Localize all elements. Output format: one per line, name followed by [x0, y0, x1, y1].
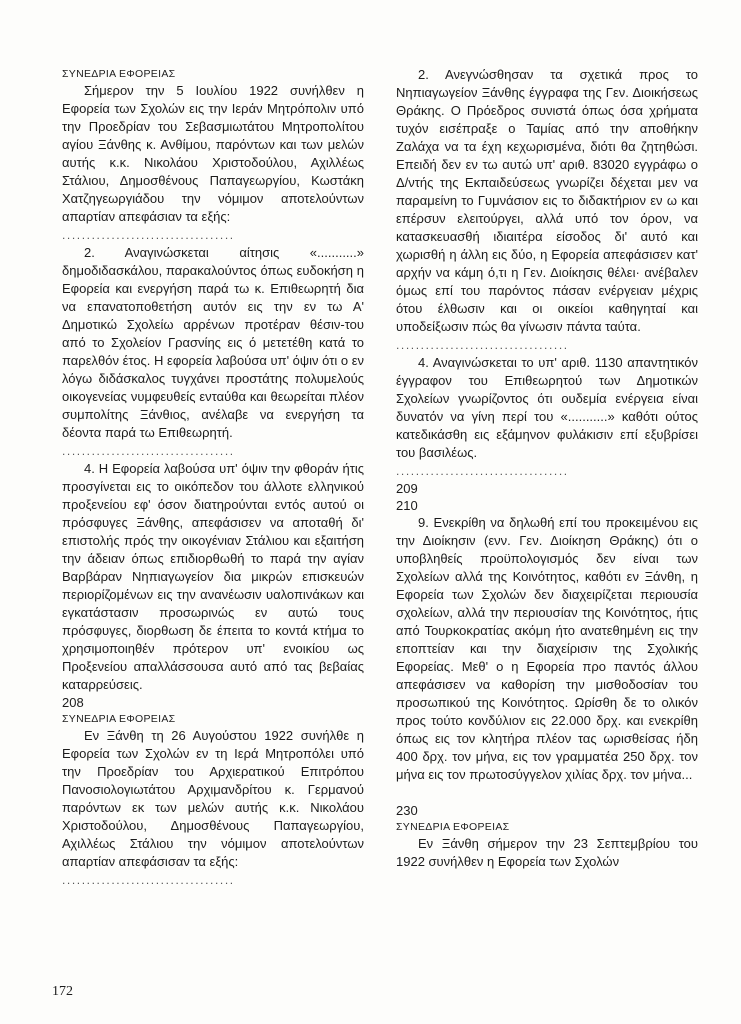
item-4-paragraph: 4. Αναγινώσκεται το υπ' αριθ. 1130 απαντητικόν έγγραφον του Επιθεωρητού των Δημοτικών Σχολείων γνωρίζοντος ότι ουδεμία ενέργεια είναι δυνατόν να γίνη περί του «...........» καθότι ούτος κατεδικάσθη εις εξάμηνον φυλάκισιν επί εξυβρίσει του βασιλέως.	[396, 355, 698, 460]
document-number: 210	[396, 498, 418, 513]
item-4-paragraph: 4. Η Εφορεία λαβούσα υπ' όψιν την φθοράν ήτις προσγίνεται εις το οικόπεδον του άλλοτε ελληνικού προξενείου εφ' όσον διατηρούνται εντός αυτού οι πρόσφυγες Ξάνθης, απεφάσισεν να αποταθή δι' επιστολής πρός την οικογένιαν Στάλιου και εξαιτήση την άδειαν όπως επιδιορθωθή το παρά την αγίαν Βαρβάραν Νηπιαγωγείον δια μικρών επισκευών περιορίζομένων εις την ανανέωσιν υαλοπινάκων και εγκατάστασιν προσωρινώς εν αυτώ τους πρόσφυγες, διορθωση δε έπειτα το κοντά κτήμα το χρησιμοποιηθέν πρότερον υπ' ενοικίου ως Προξενείου απαλλάσσουσα αυτό από τας βεβαίας καταρρεύσεις.	[62, 461, 364, 692]
meeting-intro-paragraph: Εν Ξάνθη τη 26 Αυγούστου 1922 συνήλθε η Εφορεία των Σχολών εν τη Ιερά Μητροπόλει υπό την Προεδρίαν του Αρχιερατικού Επιτρόπου Πανοσιολογιωτάτου Αρχιμανδρίτου κ. Γερμανού παρόντων εκ των μελών αυτής κ.κ. Νικολάου Χριστοδούλου, Δημοσθένους Παπαγεωργίου, Αχιλλέως Στάλιου την νόμιμον αποτελούντων απαρτίαν απεφάσισαν τα εξής:	[62, 728, 364, 869]
omission-dots: ...................................	[396, 464, 569, 478]
section-heading: ΣΥΝΕΔΡΙΑ ΕΦΟΡΕΙΑΣ	[62, 68, 176, 80]
section-heading: ΣΥΝΕΔΡΙΑ ΕΦΟΡΕΙΑΣ	[396, 821, 510, 833]
omission-dots: ...................................	[396, 338, 569, 352]
omission-dots: ...................................	[62, 444, 235, 458]
omission-dots: ...................................	[62, 228, 235, 242]
item-2-paragraph: 2. Ανεγνώσθησαν τα σχετικά προς το Νηπιαγωγείον Ξάνθης έγγραφα της Γεν. Διοικήσεως Θράκης. Ο Πρόεδρος συνιστά όπως όσα χρήματα τυχόν εισέπραξε ο Ταμίας από την αποθήκην Ζαλάχα να τα έχη κεχωρισμένα, διότι θα ζητηθώσι. Επειδή δεν εν τω αυτώ υπ' αριθ. 83020 εγγράφω ο Δ/ντής της Εκπαιδεύσεως γνωρίζει δέχεται μεν να παραμείνη το Γυμνάσιον εις το διδακτήριον εν ω και επέρσυν ελειτούργει, αλλά υπό τον όρον, να κατασκευασθή ιδιαιτέρα είσοδος δι' αυτό και χωρισθή η άλλη εις δύο, η Εφορεία απεφάσισεν κατ' αρχήν να κάμη ό,τι η Γεν. Διοίκησις θέλει· ανέβαλεν όμως επί του παρόντος πάσαν ενέργειαν μέχρις ότου έλθωσιν και οι οικείοι καθηγηταί και υποδείξωσιν πώς θα γίνωσιν πάντα ταύτα.	[396, 67, 698, 334]
omission-dots: ...................................	[62, 873, 235, 887]
document-number: 208	[62, 695, 84, 710]
right-column	[396, 66, 698, 871]
item-9-paragraph: 9. Ενεκρίθη να δηλωθή επί του προκειμένου εις την Διοίκησιν (ενν. Γεν. Διοίκηση Θράκης) ότι ο υποβληθείς προϋπολογισμός δεν είναι των Σχολείων αλλά της Κοινότητος, καθότι εν Ξάνθη, η Εφορεία των Σχολών δεν διαχειρίζεται περιουσία σχολείων, αλλά την περιουσίαν της Κοινότητος, ήτις από Τουρκοκρατίας ακόμη ήτο ανατεθημένη εις την εποπτείαν και την διαχείρισιν της Σχολικής Εφορείας. Μεθ' ο η Εφορεία προ παντός άλλου απεφάσισεν να καθορίση την μισθοδοσίαν του προσωπικού της Κοινότητος. Ωρίσθη δε το ολικόν προς τούτο κονδύλιον εις 22.000 δρχ. και ενεκρίθη όπως εις τον κλητήρα πλέον τας ωρισθείσας ήδη 400 δρχ. τον μήνα, εις τον γραμματέα 250 δρχ. τον μήνα εις τον πρωτοσύγγελον χιλίας δρχ. τον μήνα...	[396, 515, 698, 782]
meeting-intro-paragraph: Σήμερον την 5 Ιουλίου 1922 συνήλθεν η Εφορεία των Σχολών εις την Ιεράν Μητρόπολιν υπό την Προεδρίαν του Σεβασμιωτάτου Μητροπολίτου αγίου Ξάνθης κ. Ανθίμου, παρόντων και των μελών αυτής κ.κ. Νικολάου Χριστοδούλου, Αχιλλέως Στάλιου, Δημοσθένους Παπαγεωργίου, Κωστάκη Χατζηγεωργιάδου την νόμιμον αποτελούντων απαρτίαν απεφάσιαν τα εξής:	[62, 83, 364, 224]
item-2-paragraph: 2. Αναγινώσκεται αίτησις «...........» δημοδιδασκάλου, παρακαλούντος όπως ευδοκήση η Εφορεία και ενεργήση παρά τω κ. Επιθεωρητή δια να επανατοποθετήση αυτόν εις την εν τω Α' Δημοτικώ Σχολείω αρρένων προτέραν θέσιν-του από το Σχολείον Γρασνίης εις ό μετετέθη κατά το παρελθόν έτος. Η εφορεία λαβούσα υπ' όψιν ότι ο εν λόγω διδάσκαλος τυγχάνει προστάτης πολυμελούς οικογενείας νυμφευθείς ενταύθα και θεωρείται πλέον συμπολίτης Ξάνθιος, ανέλαβε να ενεργήση τα δέοντα παρά τω Επιθεωρητή.	[62, 245, 364, 440]
left-column	[62, 66, 364, 889]
meeting-intro-paragraph: Εν Ξάνθη σήμερον την 23 Σεπτεμβρίου του 1922 συνήλθεν η Εφορεία των Σχολών	[396, 836, 698, 869]
page-number: 172	[52, 984, 73, 999]
document-number: 230	[396, 803, 418, 818]
section-heading: ΣΥΝΕΔΡΙΑ ΕΦΟΡΕΙΑΣ	[62, 713, 176, 725]
document-number: 209	[396, 481, 418, 496]
